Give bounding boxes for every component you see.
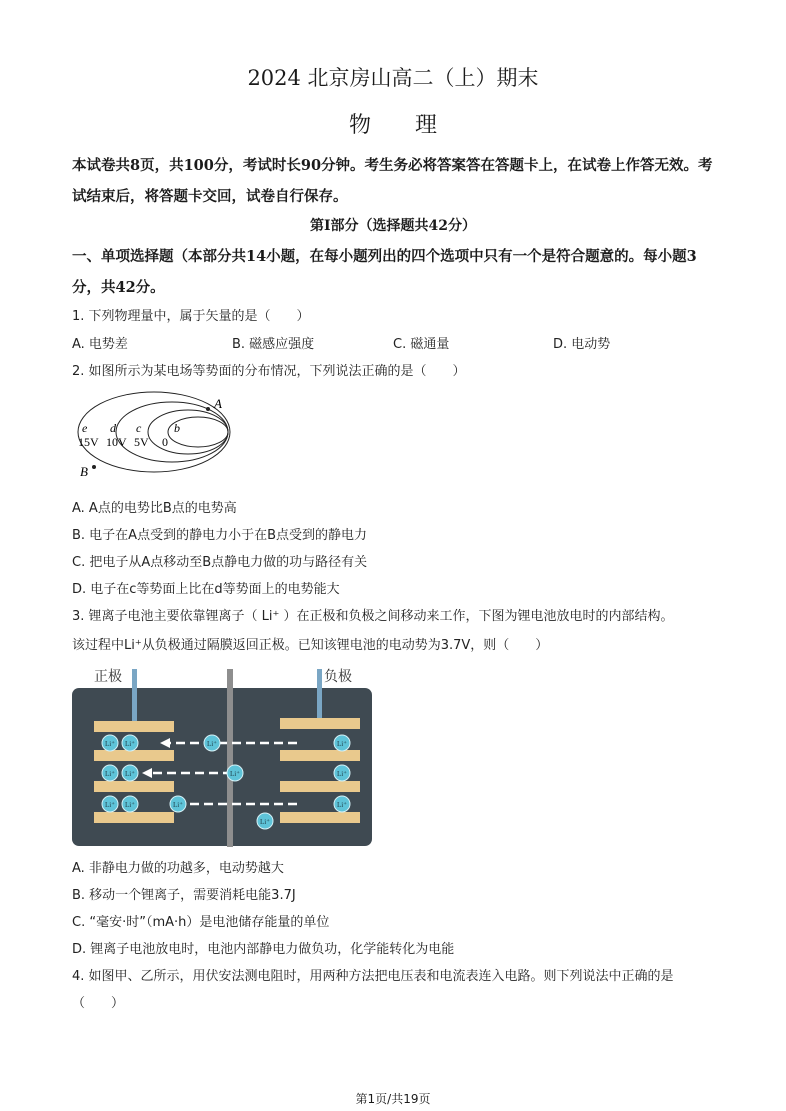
q2-stem: 2. 如图所示为某电场等势面的分布情况，下列说法正确的是（ ） (72, 364, 466, 379)
negative-plate (280, 812, 360, 823)
positive-plate (94, 750, 174, 761)
letter-c: c (136, 421, 142, 435)
voltage-10v: 10V (106, 435, 127, 449)
section-title: 一、单项选择题（本部分共14小题，在每小题列出的四个选项中只有一个是符合题意的。每小题3分，共42分。 (72, 248, 697, 296)
li-ion-label: Li⁺ (337, 801, 347, 809)
q4-stem-line2: （ ） (72, 996, 125, 1011)
li-ion-label: Li⁺ (105, 801, 115, 809)
page-footer: 第1页/共19页 (355, 1092, 431, 1106)
li-ion-label: Li⁺ (230, 770, 240, 778)
q3-stem-line2: 该过程中Li⁺从负极通过隔膜返回正极。已知该锂电池的电动势为3.7V，则（ ） (72, 638, 549, 653)
q3-option-c: C. “毫安·时”（mA·h）是电池储存能量的单位 (72, 915, 330, 930)
letter-d: d (110, 421, 116, 435)
voltage-5v: 5V (134, 435, 149, 449)
voltage-0: 0 (162, 435, 168, 449)
positive-plate (94, 721, 174, 732)
li-ion-label: Li⁺ (125, 740, 135, 748)
li-ion-label: Li⁺ (337, 770, 347, 778)
positive-terminal (132, 669, 137, 721)
point-a-dot (206, 407, 210, 411)
q2-option-c: C. 把电子从A点移动至B点静电力做的功与路径有关 (72, 555, 368, 570)
letter-e: e (82, 421, 88, 435)
q1-stem: 1. 下列物理量中，属于矢量的是（ ） (72, 309, 310, 324)
q3-option-b: B. 移动一个锂离子，需要消耗电能3.7J (72, 888, 296, 903)
part-title: 第Ⅰ部分（选择题共42分） (309, 218, 477, 234)
li-ion-label: Li⁺ (125, 770, 135, 778)
equipotential-figure (72, 388, 237, 480)
exam-instructions: 本试卷共8页，共100分，考试时长90分钟。考生务必将答案答在答题卡上，在试卷上作答无效。考试结束后，将答题卡交回，试卷自行保存。 (72, 157, 713, 205)
voltage-15v: 15V (78, 435, 99, 449)
q2-option-b: B. 电子在A点受到的静电力小于在B点受到的静电力 (72, 528, 367, 543)
battery-figure (72, 663, 374, 848)
li-ion-label: Li⁺ (105, 770, 115, 778)
equipotential-c (148, 410, 228, 454)
equipotential-d (116, 402, 228, 462)
positive-plate (94, 812, 174, 823)
positive-label: 正极 (94, 670, 122, 685)
li-ion-label: Li⁺ (260, 818, 270, 826)
negative-plate (280, 750, 360, 761)
separator (227, 669, 233, 847)
letter-b: b (174, 421, 180, 435)
page-title: 2024 北京房山高二（上）期末 (247, 66, 539, 90)
q2-option-d: D. 电子在c等势面上比在d等势面上的电势能大 (72, 582, 340, 597)
negative-terminal (317, 669, 322, 721)
point-b-dot (92, 465, 96, 469)
q1-option-b: B. 磁感应强度 (232, 337, 315, 352)
q4-stem-line1: 4. 如图甲、乙所示，用伏安法测电阻时，用两种方法把电压表和电流表连入电路。则下列说法中正确的是 (72, 969, 674, 984)
li-ion-label: Li⁺ (207, 740, 217, 748)
q3-stem-line1: 3. 锂离子电池主要依靠锂离子（ Li⁺ ）在正极和负极之间移动来工作，下图为锂电池放电时的内部结构。 (72, 609, 674, 624)
point-a-label: A (214, 396, 222, 411)
subject-title: 物理 (348, 113, 481, 138)
li-ion-label: Li⁺ (173, 801, 183, 809)
q1-option-a: A. 电势差 (72, 337, 128, 352)
q3-option-a: A. 非静电力做的功越多，电动势越大 (72, 861, 284, 876)
q1-option-d: D. 电动势 (553, 337, 611, 352)
negative-label: 负极 (324, 670, 352, 685)
point-b-label: B (80, 464, 88, 479)
negative-plate (280, 781, 360, 792)
li-ion-label: Li⁺ (125, 801, 135, 809)
q1-option-c: C. 磁通量 (393, 337, 450, 352)
positive-plate (94, 781, 174, 792)
q2-option-a: A. A点的电势比B点的电势高 (72, 501, 237, 516)
li-ion-label: Li⁺ (337, 740, 347, 748)
negative-plate (280, 718, 360, 729)
q3-option-d: D. 锂离子电池放电时，电池内部静电力做负功，化学能转化为电能 (72, 942, 455, 957)
li-ion-label: Li⁺ (105, 740, 115, 748)
